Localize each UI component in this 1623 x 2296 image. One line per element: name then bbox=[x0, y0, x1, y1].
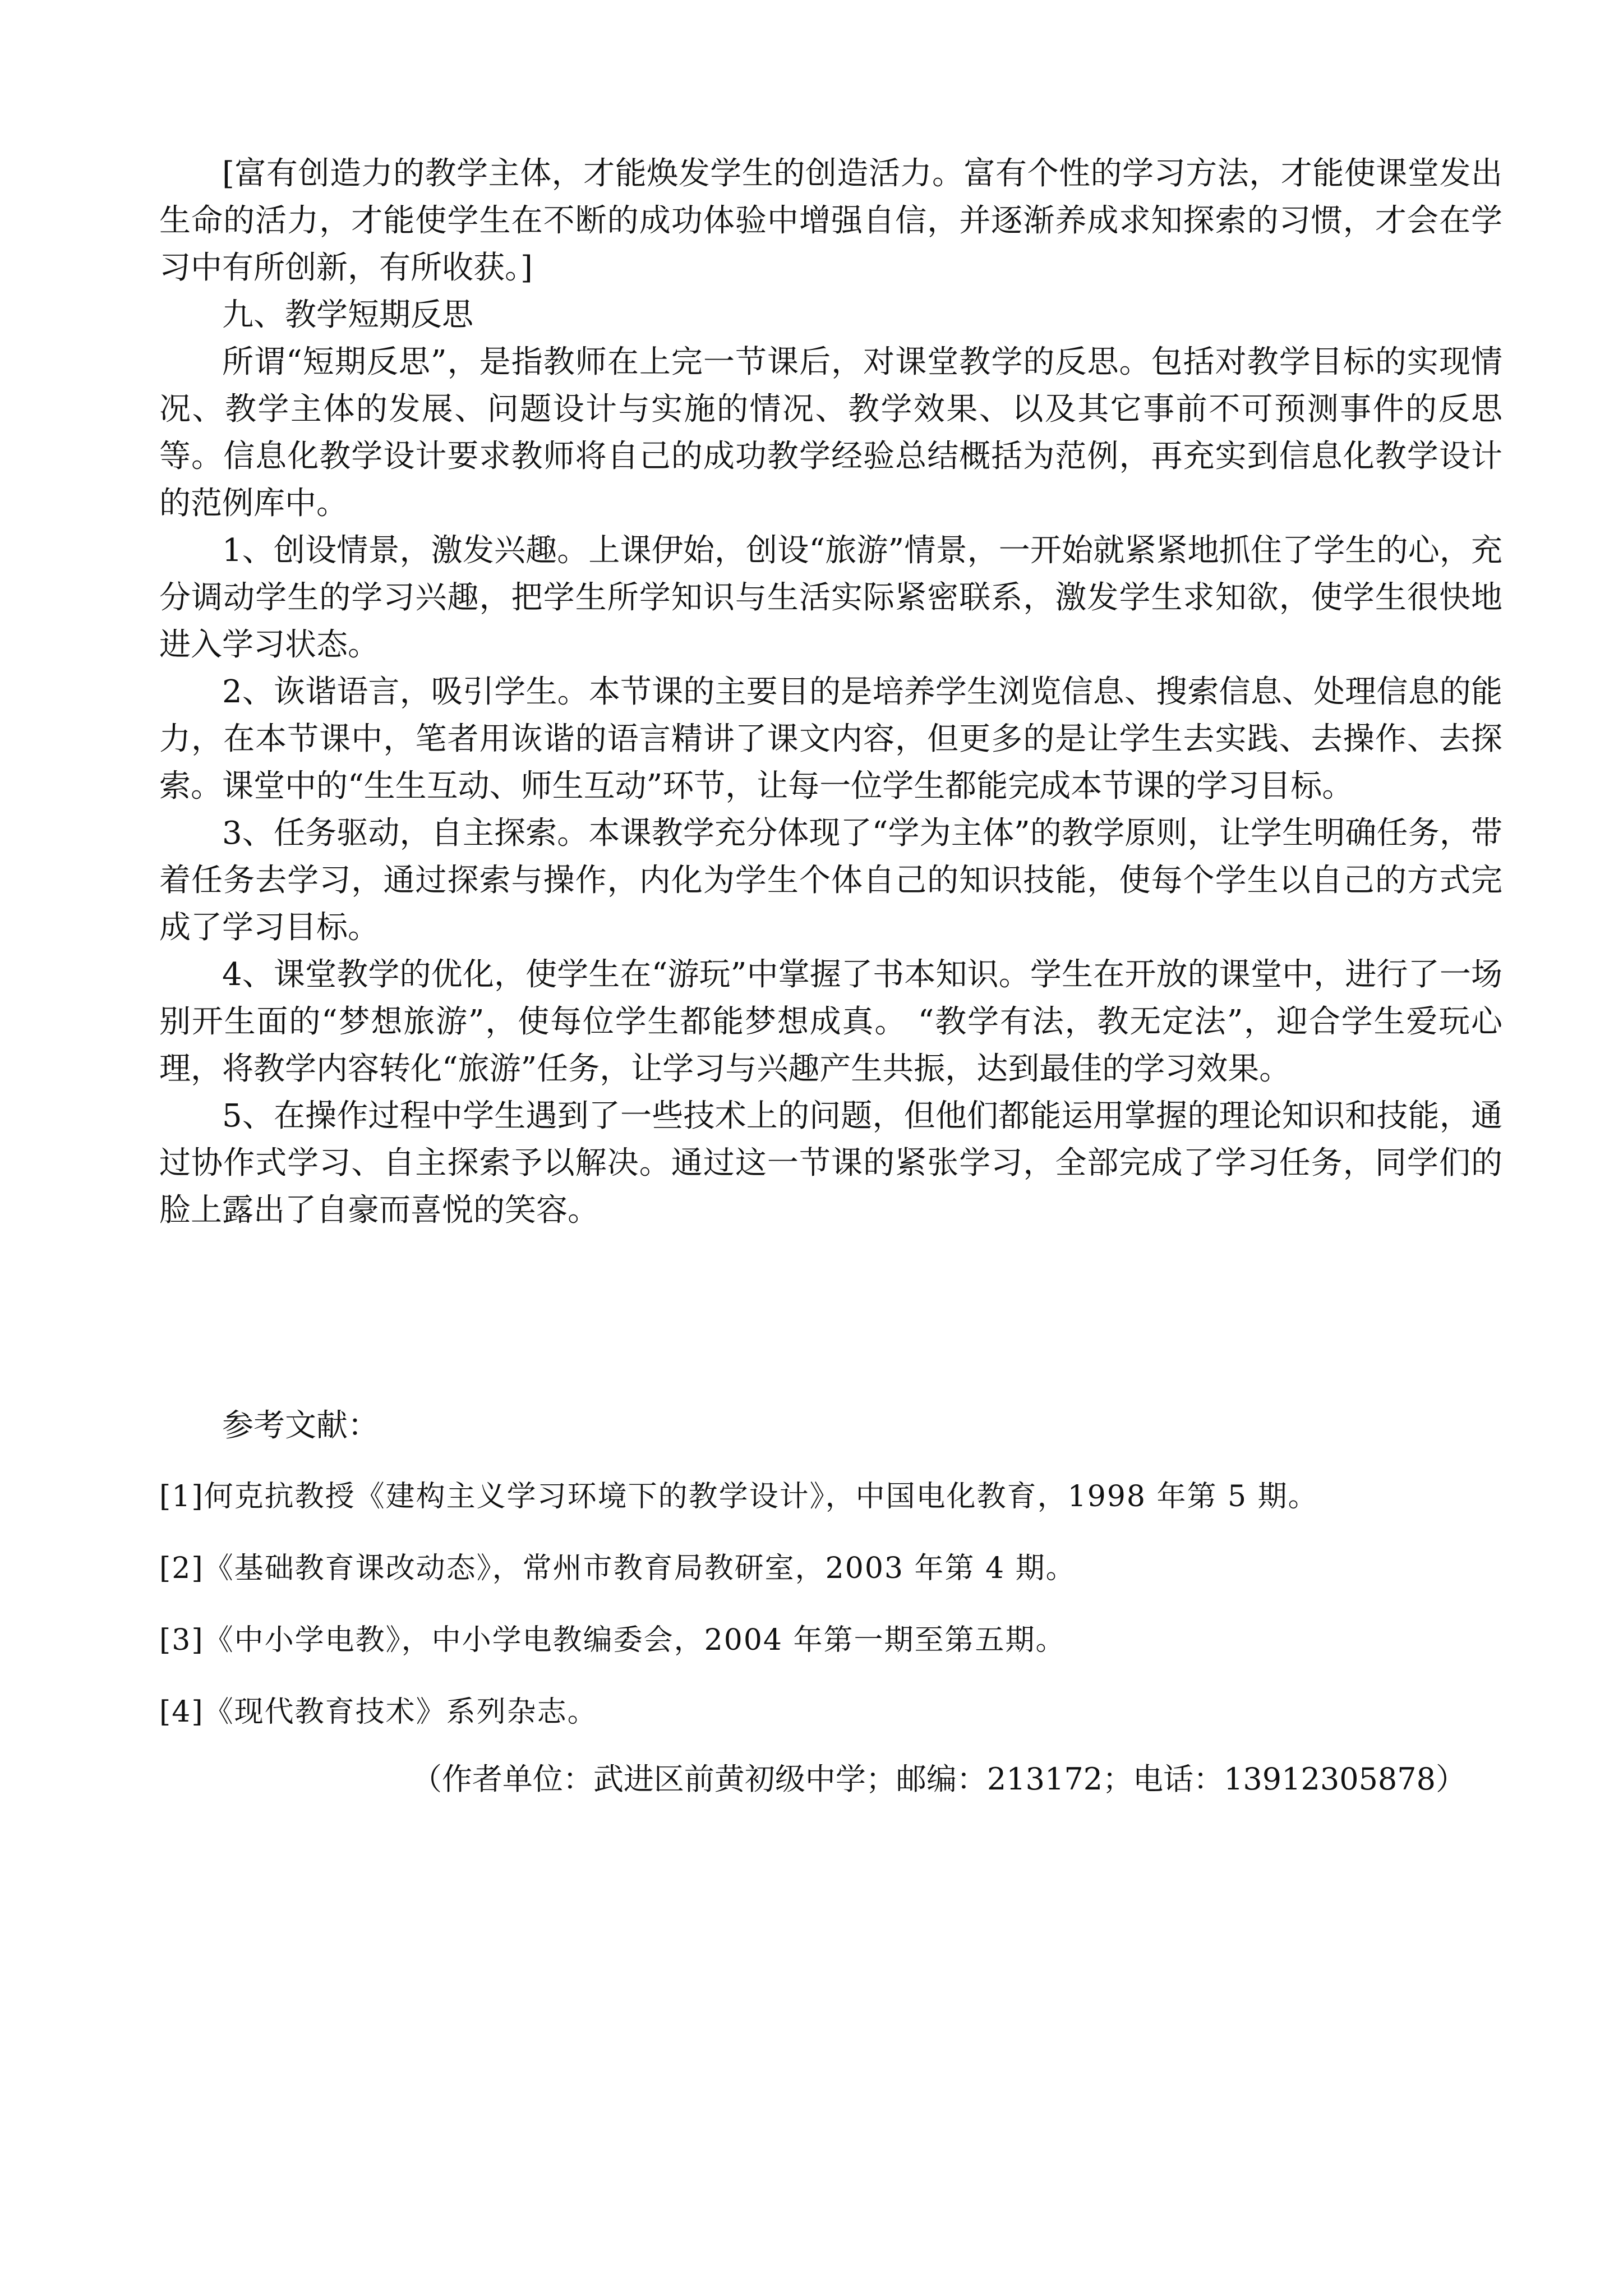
reference-item: [3]《中小学电教》，中小学电教编委会，2004 年第一期至第五期。 bbox=[159, 1623, 1066, 1657]
paragraph-point-1: 1、创设情景，激发兴趣。上课伊始，创设“旅游”情景，一开始就紧紧地抓住了学生的心，充分调动学生的学习兴趣，把学生所学知识与生活实际紧密联系，激发学生求知欲，使学生很快地进入学习状态。 bbox=[159, 532, 1502, 663]
paragraph-point-5: 5、在操作过程中学生遇到了一些技术上的问题，但他们都能运用掌握的理论知识和技能，通过协作式学习、自主探索予以解决。通过这一节课的紧张学习，全部完成了学习任务，同学们的脸上露出了自豪而喜悦的笑容。 bbox=[159, 1098, 1502, 1228]
references-section bbox=[159, 1402, 1502, 1760]
reference-item: [2]《基础教育课改动态》，常州市教育局教研室，2003 年第 4 期。 bbox=[159, 1552, 1076, 1585]
paragraph-reflection-intro: 所谓“短期反思”，是指教师在上完一节课后，对课堂教学的反思。包括对教学目标的实现情况、教学主体的发展、问题设计与实施的情况、教学效果、以及其它事前不可预测事件的反思等。信息化教学设计要求教师将自己的成功教学经验总结概括为范例，再充实到信息化教学设计的范例库中。 bbox=[159, 344, 1502, 522]
paragraph-point-4: 4、课堂教学的优化，使学生在“游玩”中掌握了书本知识。学生在开放的课堂中，进行了一场别开生面的“梦想旅游”，使每位学生都能梦想成真。 “教学有法，教无定法”，迎合学生爱玩心理，将教学内容转化“旅游”任务，让学习与兴趣产生共振，达到最佳的学习效果。 bbox=[159, 956, 1502, 1087]
body-text bbox=[159, 150, 1502, 1234]
reference-item: [1]何克抗教授《建构主义学习环境下的教学设计》，中国电化教育，1998 年第 5 期。 bbox=[159, 1480, 1318, 1513]
paragraph-point-3: 3、任务驱动，自主探索。本课教学充分体现了“学为主体”的教学原则，让学生明确任务，带着任务去学习，通过探索与操作，内化为学生个体自己的知识技能，使每个学生以自己的方式完成了学习目标。 bbox=[159, 815, 1502, 946]
section-heading: 九、教学短期反思 bbox=[222, 297, 473, 333]
paragraph-point-2: 2、诙谐语言，吸引学生。本节课的主要目的是培养学生浏览信息、搜索信息、处理信息的能力，在本节课中，笔者用诙谐的语言精讲了课文内容，但更多的是让学生去实践、去操作、去探索。课堂中的“生生互动、师生互动”环节，让每一位学生都能完成本节课的学习目标。 bbox=[159, 674, 1502, 804]
reference-item: [4]《现代教育技术》系列杂志。 bbox=[159, 1695, 598, 1729]
references-title: 参考文献： bbox=[222, 1407, 379, 1444]
paragraph-summary: [富有创造力的教学主体，才能焕发学生的创造活力。富有个性的学习方法，才能使课堂发出生命的活力，才能使学生在不断的成功体验中增强自信，并逐渐养成求知探索的习惯，才会在学习中有所创新，有所收获。] bbox=[159, 155, 1502, 286]
author-affiliation: （作者单位：武进区前黄初级中学；邮编：213172；电话：13912305878） bbox=[411, 1761, 1466, 1797]
